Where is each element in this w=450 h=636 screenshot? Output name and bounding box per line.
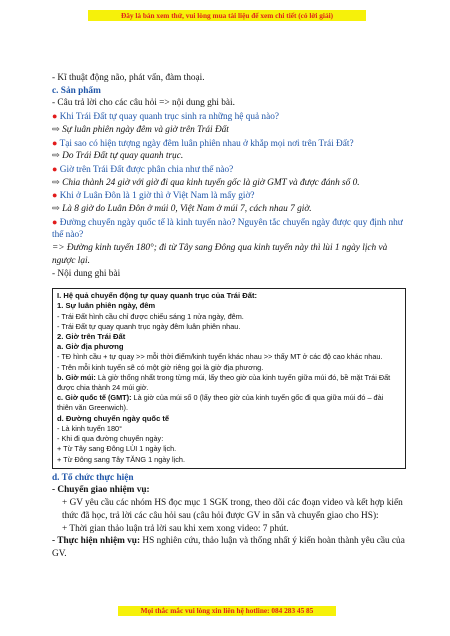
section-heading-d: d. Tổ chức thực hiện (52, 472, 134, 483)
question-2 (52, 137, 408, 151)
task-line (52, 535, 408, 560)
red-bullet-icon: ● (52, 190, 58, 201)
paragraph: + GV yêu cầu các nhóm HS đọc mục 1 SGK trong, theo dõi các đoạn video và kết hợp kiến thức đã học, trả lời các câu hỏi sau (câu hỏi được GV in sẵn và chuyển giao cho HS): (62, 498, 403, 521)
task-heading: - Chuyển giao nhiệm vụ: (52, 485, 150, 496)
question-text: Khi ở Luân Đôn là 1 giờ thì ở Việt Nam là mấy giờ? (59, 191, 255, 202)
question-5 (52, 216, 408, 242)
question-text: Tại sao có hiện tượng ngày đêm luân phiên nhau ở khắp mọi nơi trên Trái Đất? (59, 138, 354, 149)
box-text: Là giờ của múi số 0 (lấy theo giờ của kinh tuyến gốc đi qua giữa múi đó – đài thiên văn Greenwich). (57, 393, 384, 413)
box-line: + Từ Đông sang Tây TĂNG 1 ngày lịch. (57, 454, 185, 464)
box-line (57, 393, 401, 413)
answer-5: => Đường kinh tuyến 180°; đi từ Tây sang Đông qua kinh tuyến này thì lùi 1 ngày lịch và ngược lại. (52, 243, 388, 266)
question-text: Giờ trên Trái Đất được phân chia như thế nào? (59, 164, 234, 175)
box-line: - TĐ hình cầu + tự quay >> mỗi thời điểm/kinh tuyến khác nhau >> thấy MT ở các độ cao khác nhau. (57, 352, 383, 362)
answer-4: ⇨ Là 8 giờ do Luân Đôn ở múi 0, Việt Nam ở múi 7, cách nhau 7 giờ. (52, 204, 312, 215)
box-heading: 1. Sự luân phiên ngày, đêm (57, 301, 156, 311)
notes-box (52, 288, 406, 468)
lesson-content (52, 72, 408, 561)
box-line: - Là kinh tuyến 180° (57, 423, 122, 433)
question-text: Đường chuyển ngày quốc tế là kinh tuyến nào? Nguyên tắc chuyển ngày được quy định như thế nào? (52, 217, 403, 241)
section-heading-c: c. Sản phẩm (52, 85, 101, 96)
box-line: - Trái Đất hình cầu chỉ được chiếu sáng 1 nửa ngày, đêm. (57, 311, 244, 321)
box-line (57, 373, 401, 393)
box-heading: 2. Giờ trên Trái Đất (57, 332, 126, 342)
box-title: I. Hệ quả chuyển động tự quay quanh trục của Trái Đất: (57, 291, 258, 301)
answer-1: ⇨ Sự luân phiên ngày đêm và giờ trên Trái Đất (52, 124, 229, 135)
box-heading: d. Đường chuyển ngày quốc tế (57, 413, 170, 423)
box-label: b. Giờ múi: (57, 372, 96, 382)
text-line: - Kĩ thuật động não, phát vấn, đàm thoại. (52, 73, 205, 83)
task-text: HS nghiên cứu, thảo luận và thống nhất ý kiến hoàn thành yêu cầu của GV. (52, 536, 405, 559)
paragraph: + Thời gian thảo luận trả lời sau khi xem xong video: 7 phút. (62, 523, 289, 534)
question-text: Khi Trái Đất tự quay quanh trục sinh ra những hệ quả nào? (59, 112, 279, 123)
box-label: c. Giờ quốc tế (GMT): (57, 393, 132, 403)
red-bullet-icon: ● (52, 137, 58, 148)
question-1 (52, 110, 408, 124)
question-4 (52, 189, 408, 203)
box-line: - Khi đi qua đường chuyển ngày: (57, 434, 164, 444)
answer-3: ⇨ Chia thành 24 giờ với giờ đi qua kinh tuyến gốc là giờ GMT và được đánh số 0. (52, 177, 360, 188)
box-line: - Trái Đất tự quay quanh trục ngày đêm luân phiên nhau. (57, 321, 241, 331)
box-line: - Trên mỗi kinh tuyến sẽ có một giờ riêng gọi là giờ địa phương. (57, 362, 264, 372)
task-label: - Thực hiện nhiệm vụ: (52, 536, 141, 547)
hotline-footer: Mọi thắc mắc vui lòng xin liên hệ hotline: 084 283 45 85 (118, 606, 336, 616)
text-line: - Nội dung ghi bài (52, 268, 121, 279)
box-heading: a. Giờ địa phương (57, 342, 124, 352)
red-bullet-icon: ● (52, 111, 58, 122)
preview-banner: Đây là bản xem thử, vui lòng mua tài liệu để xem chi tiết (có lời giải) (88, 10, 366, 21)
red-bullet-icon: ● (52, 216, 58, 227)
text-line: - Câu trả lời cho các câu hỏi => nội dung ghi bài. (52, 98, 235, 109)
box-text: Là giờ thống nhất trong từng múi, lấy theo giờ của kinh tuyến giữa múi đó, bề mặt Trái Đất được chia thành 24 múi giờ. (57, 372, 391, 393)
box-line: + Từ Tây sang Đông LÙI 1 ngày lịch. (57, 444, 177, 454)
answer-2: ⇨ Do Trái Đất tự quay quanh trục. (52, 151, 184, 162)
red-bullet-icon: ● (52, 163, 58, 174)
question-3 (52, 163, 408, 177)
